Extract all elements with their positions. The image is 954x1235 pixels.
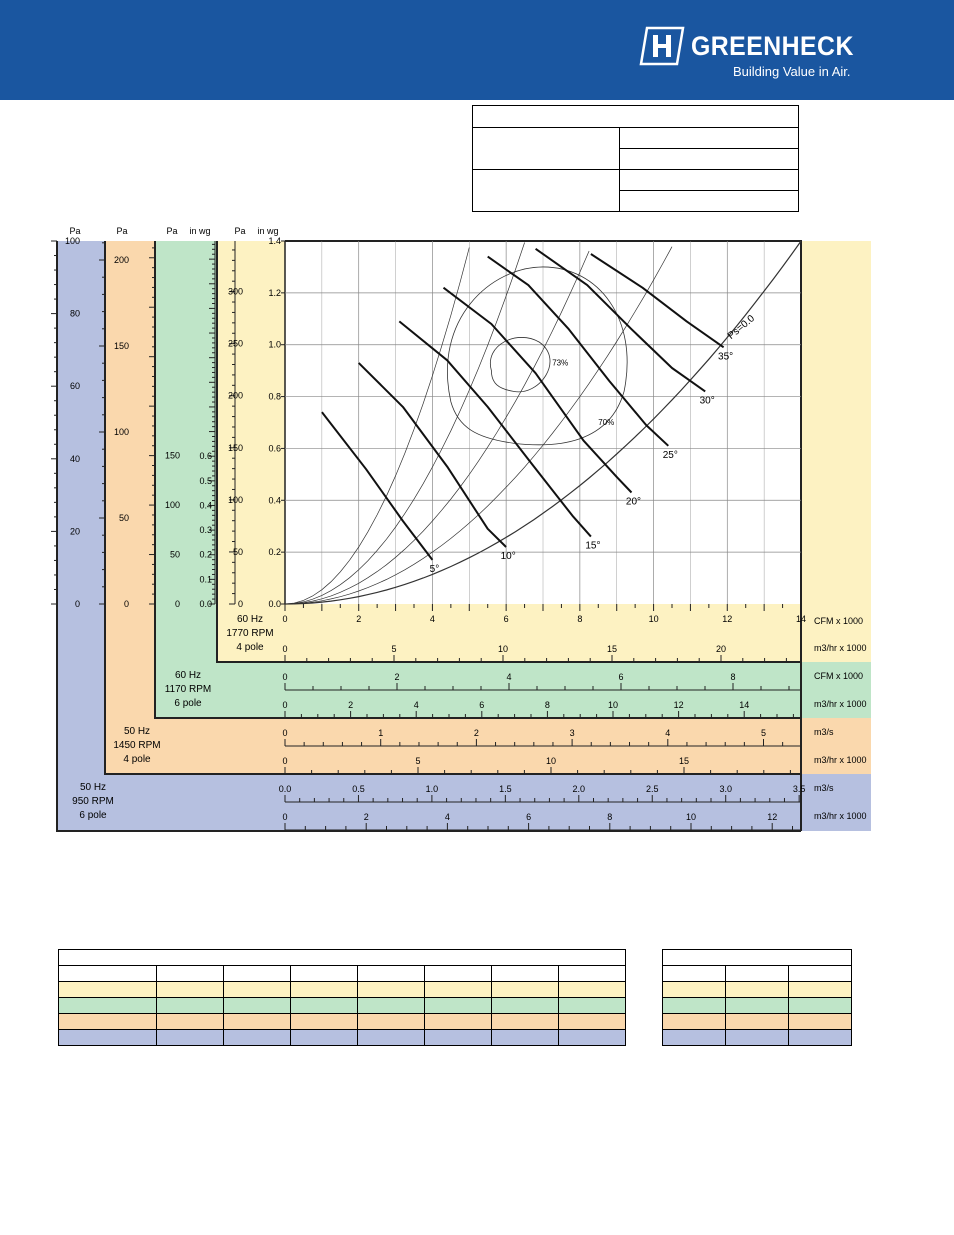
scale-tick-label: 0 (282, 644, 288, 654)
performance-table-right (662, 949, 852, 1046)
efficiency-label-70: 70% (598, 418, 615, 428)
scale-tick-label: 40 (69, 453, 80, 464)
band-label-1770-pole: 4 pole (236, 642, 264, 653)
x-axis-label-cfm: CFM x 1000 (814, 616, 864, 626)
table-row (59, 1030, 626, 1046)
fan-performance-chart (0, 215, 954, 840)
scale-tick-label: 0.5 (352, 784, 365, 794)
blade-curve-label: 30° (699, 395, 715, 407)
unit-m3hr-1450: m3/hr x 1000 (814, 755, 867, 765)
x-tick-label: 2 (356, 614, 362, 624)
x-tick-label: 10 (648, 614, 659, 624)
y-tick-label: 0.6 (268, 443, 281, 454)
scale-tick-label: 0 (282, 672, 288, 682)
band-label-1450-hz: 50 Hz (123, 726, 151, 737)
scale-tick-label: 4 (506, 672, 512, 682)
scale-tick-label: 2.0 (572, 784, 586, 794)
scale-tick-label: 0.1 (199, 574, 212, 585)
x-tick-label: 0 (282, 614, 288, 624)
y-tick-label: 0.0 (268, 599, 281, 609)
scale-tick-label: 50 (169, 549, 180, 560)
scale-tick-label: 150 (227, 442, 243, 453)
x-tick-label: 14 (795, 614, 807, 624)
page-header (0, 0, 954, 100)
scale-tick-label: 10 (545, 756, 557, 766)
unit-m3hr-1170: m3/hr x 1000 (814, 699, 867, 709)
band-label-950-hz: 50 Hz (79, 782, 107, 793)
spec-box (472, 105, 799, 212)
scale-tick-label: 0.0 (199, 599, 212, 609)
blade-curve-label: 20° (625, 496, 642, 508)
scale-tick-label: 0.2 (199, 549, 212, 560)
company-tagline: Building Value in Air. (732, 64, 851, 79)
scale-tick-label: 12 (673, 700, 684, 710)
scale-tick-label: 8 (730, 672, 736, 682)
band-label-1770-rpm: 1770 RPM (226, 628, 274, 639)
scale-tick-label: 4 (444, 812, 450, 822)
y-tick-label: 0.4 (268, 495, 281, 506)
y-tick-label: 1.2 (268, 287, 281, 298)
scale-tick-label: 2 (394, 672, 400, 682)
blade-curve-label: 10° (500, 550, 516, 562)
scale-tick-label: 300 (227, 286, 243, 297)
unit-m3s-1450: m3/s (814, 727, 834, 737)
band-label-1770-hz: 60 Hz (236, 614, 264, 625)
scale-tick-label: 100 (164, 500, 180, 511)
table-row (663, 998, 852, 1014)
band-label-950-rpm: 950 RPM (72, 796, 114, 807)
unit-m3hr-950: m3/hr x 1000 (814, 811, 867, 821)
scale-tick-label: 10 (497, 644, 509, 654)
scale-tick-label: 50 (232, 546, 243, 557)
scale-tick-label: 200 (113, 255, 129, 265)
scale-tick-label: 2 (473, 728, 479, 738)
pa-label-1450: Pa (116, 226, 128, 236)
scale-tick-label: 0 (74, 599, 80, 609)
scale-tick-label: 0 (123, 599, 129, 609)
scale-tick-label: 20 (715, 644, 727, 654)
scale-tick-label: 0.5 (199, 475, 212, 486)
scale-tick-label: 6 (479, 700, 485, 710)
scale-tick-label: 3.0 (719, 784, 732, 794)
scale-tick-label: 3.5 (792, 784, 806, 794)
company-name: GREENHECK (690, 30, 854, 61)
scale-tick-label: 5 (391, 644, 397, 654)
system-curve-label: Ps=0.0 (725, 313, 757, 342)
y-tick-label: 1.0 (268, 339, 281, 350)
blade-curve-label: 35° (718, 351, 734, 363)
blade-curve-label: 5° (429, 563, 440, 575)
scale-tick-label: 0 (282, 700, 288, 710)
scale-tick-label: 5 (760, 728, 767, 738)
scale-tick-label: 2.5 (645, 784, 659, 794)
scale-tick-label: 150 (164, 450, 180, 461)
inwg-label-1770: in wg (189, 226, 211, 236)
y-tick-label: 0.8 (268, 391, 281, 402)
table-row (59, 982, 626, 998)
scale-tick-label: 20 (69, 526, 80, 537)
scale-tick-label: 250 (227, 338, 243, 349)
x-tick-label: 4 (429, 614, 435, 624)
scale-tick-label: 100 (113, 427, 129, 437)
band-label-1450-rpm: 1450 RPM (113, 740, 161, 751)
pa-label-1770: Pa (234, 226, 246, 236)
scale-tick-label: 0 (282, 756, 288, 766)
efficiency-label-73: 73% (552, 358, 569, 368)
band-label-1450-pole: 4 pole (123, 754, 151, 765)
band-label-1170-pole: 6 pole (174, 698, 202, 709)
table-row (59, 998, 626, 1014)
scale-tick-label: 5 (415, 756, 421, 766)
scale-tick-label: 1.0 (425, 784, 439, 794)
scale-tick-label: 15 (678, 756, 690, 766)
table-row (663, 1014, 852, 1030)
scale-tick-label: 0 (282, 812, 288, 822)
greenheck-mark-icon (639, 26, 685, 66)
unit-m3s-950: m3/s (814, 783, 834, 793)
scale-tick-label: 0.0 (278, 784, 292, 794)
pa-label-1170: Pa (166, 226, 178, 236)
pa-label-950: Pa (69, 226, 81, 236)
scale-tick-label: 0 (237, 599, 243, 609)
table-row (663, 1030, 852, 1046)
scale-tick-label: 3 (569, 728, 575, 738)
y-tick-label: 1.4 (268, 236, 281, 246)
table-row (663, 982, 852, 998)
table-row (59, 1014, 626, 1030)
scale-tick-label: 14 (739, 700, 750, 710)
scale-tick-label: 1.5 (499, 784, 512, 794)
scale-tick-label: 8 (607, 812, 613, 822)
scale-tick-label: 100 (64, 236, 80, 246)
y-axis-label-inwg: in wg (257, 226, 279, 236)
blade-curve-label: 25° (662, 449, 678, 461)
scale-tick-label: 0 (174, 599, 180, 609)
scale-tick-label: 6 (526, 812, 532, 822)
scale-tick-label: 8 (544, 700, 550, 710)
scale-tick-label: 0.4 (199, 500, 212, 511)
scale-tick-label: 60 (69, 381, 80, 392)
scale-tick-label: 6 (618, 672, 624, 682)
greenheck-logo (639, 26, 868, 79)
scale-tick-label: 4 (413, 700, 419, 710)
y-tick-label: 0.2 (268, 547, 281, 558)
x-tick-label: 6 (503, 614, 509, 624)
scale-tick-label: 150 (113, 341, 129, 351)
x-tick-label: 12 (722, 614, 733, 624)
band-label-1170-hz: 60 Hz (174, 670, 202, 681)
scale-tick-label: 0.6 (199, 451, 212, 462)
scale-tick-label: 0 (282, 728, 288, 738)
scale-tick-label: 2 (363, 812, 369, 822)
scale-tick-label: 200 (227, 390, 243, 401)
scale-tick-label: 1 (378, 728, 384, 738)
band-label-950-pole: 6 pole (79, 810, 107, 821)
scale-tick-label: 15 (606, 644, 618, 654)
scale-tick-label: 4 (665, 728, 671, 738)
scale-tick-label: 0.3 (199, 525, 212, 536)
unit-m3hr-1770: m3/hr x 1000 (814, 643, 867, 653)
performance-table-left (58, 949, 626, 1046)
scale-tick-label: 10 (607, 700, 619, 710)
scale-tick-label: 80 (69, 308, 80, 319)
band-label-1170-rpm: 1170 RPM (164, 684, 212, 695)
blade-curve-label: 15° (585, 540, 601, 552)
scale-tick-label: 100 (227, 494, 243, 505)
x-tick-label: 8 (577, 614, 583, 624)
scale-tick-label: 12 (767, 812, 778, 822)
scale-tick-label: 10 (685, 812, 697, 822)
unit-cfm-1170: CFM x 1000 (814, 671, 864, 681)
scale-tick-label: 2 (348, 700, 354, 710)
scale-tick-label: 50 (118, 513, 129, 523)
